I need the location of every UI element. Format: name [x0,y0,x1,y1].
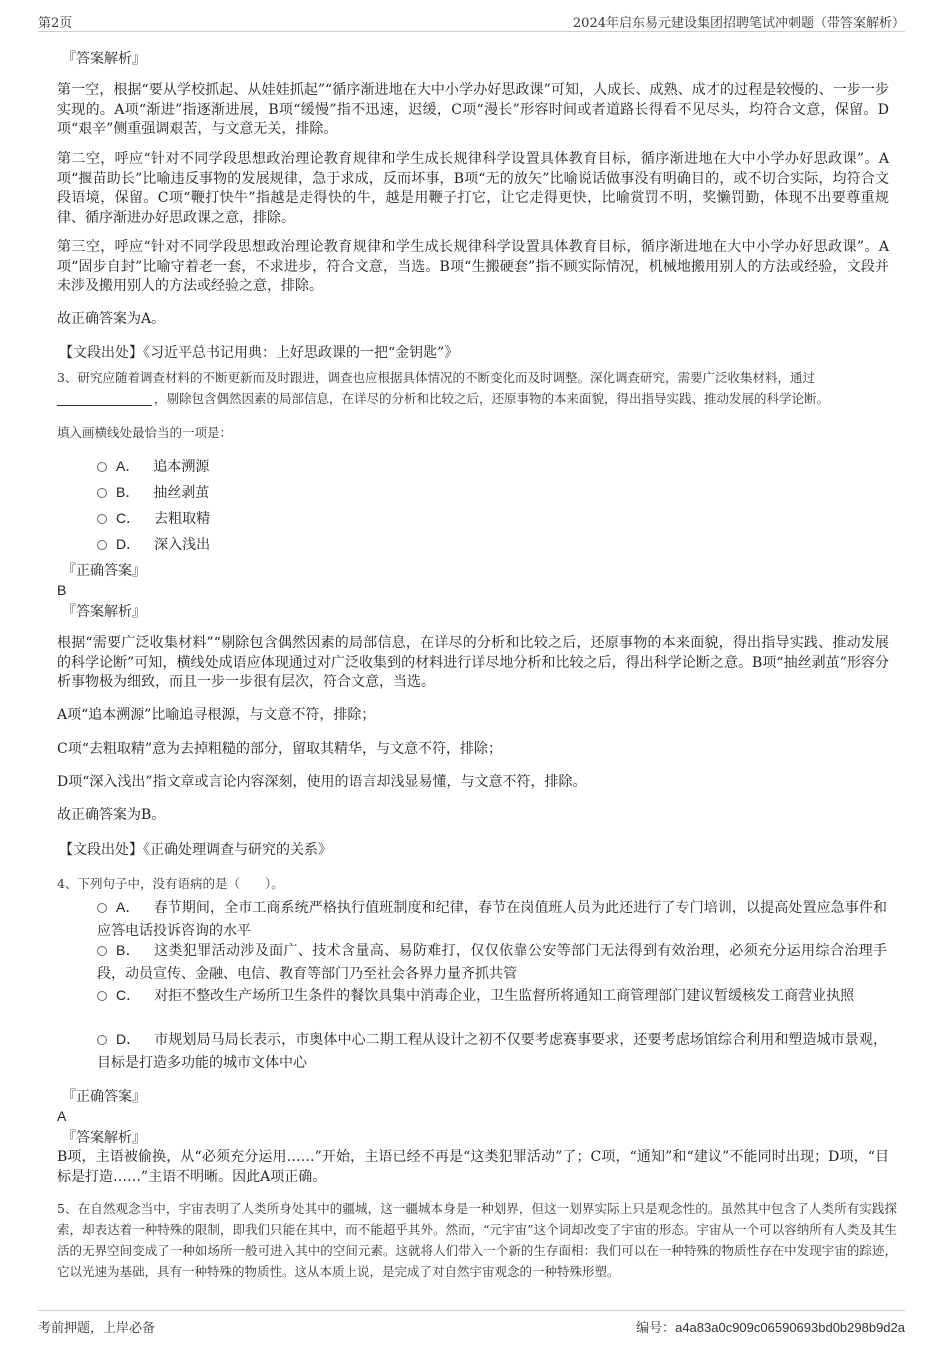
q3-analysis-label: 『答案解析』 [62,604,146,620]
q5-stem: 5、在自然观念当中，宇宙表明了人类所身处其中的疆城，这一疆城本身是一种划界，但这一划界实际上只是观念性的。虽然其中包含了人类所有实践探索，却表达着一种特殊的限制，即我们只能在其中，而不能超乎其外。然而，“元宇宙”这个词却改变了宇宙的形态。宇宙从一个可以容纳所有人类及其生活的无界空间变成了一种如场所一般可进入其中的空间元素。这就将人们带入一个新的生存面相：我们可以在一种特殊的物质性存在中发现宇宙的踪迹，它以光速为基础，具有一种特殊的物质性。这从本质上说，是完成了对自然宇宙观念的一种特殊形塑。 [57,1201,897,1279]
q3-answer-label: 『正确答案』 [62,563,146,579]
q3-stem-a: 研究应随着调查材料的不断更新而及时跟进，调查也应根据具体情况的不断变化而及时调整。深化调查研究，需要广泛收集材料，通过 [77,370,815,385]
document-title: 2024年启东易元建设集团招聘笔试冲刺题（带答案解析） [572,16,905,31]
q4-option-d[interactable]: D． 市规划局马局长表示，市奥体中心二期工程从设计之初不仅要考虑赛事要求，还要考虑场馆综合利用和塑造城市景观，目标是打造多功能的城市文体中心 [97,1031,887,1071]
q3-analysis-p2: A项“追本溯源”比喻追寻根源，与文意不符，排除； [57,707,376,723]
page-header [38,9,905,32]
q2-source: 【文段出处】《习近平总书记用典：上好思政课的一把“金钥匙”》 [59,345,459,361]
footer-slogan: 考前押题，上岸必备 [38,1321,156,1336]
page-number: 第2页 [38,16,73,31]
radio-icon[interactable] [97,488,107,498]
q2-analysis-p2: 第二空，呼应“针对不同学段思想政治理论教育规律和学生成长规律科学设置具体教育目标，循序渐进地在大中小学办好思政课”。A项“揠苗助长”比喻违反事物的发展规律，急于求成，反而坏事，B项“无的放矢”比喻说话做事没有明确目的，或不切合实际，均符合文段语境，保留。C项“鞭打快牛”指越是走得快的牛，越是用鞭子打它，让它走得更快，比喻赏罚不明，奖懒罚勤，体现不出要尊重规律、循序渐进办好思政课之意，排除。 [57,151,889,226]
q3-conclusion: 故正确答案为B。 [57,807,166,823]
radio-icon[interactable] [97,903,107,913]
q3-number: 3、 [57,370,78,385]
q4-answer: A [57,1108,67,1124]
document-code: 编号：a4a83a0c909c06590693bd0b298b9d2a [636,1320,905,1335]
page-footer [38,1310,905,1341]
radio-icon[interactable] [97,540,107,550]
q3-option-a[interactable]: A． 追本溯源 [97,456,209,477]
q3-analysis-p1: 根据“需要广泛收集材料”“剔除包含偶然因素的局部信息，在详尽的分析和比较之后，还原事物的本来面貌，得出指导实践、推动发展的科学论断”可知，横线处成语应体现通过对广泛收集到的材料进行详尽地分析和比较之后，得出科学论断之意。B项“抽丝剥茧”形容分析事物极为细致，而且一步一步很有层次，符合文意，当选。 [57,635,889,690]
q4-stem: 4、下列句子中，没有语病的是（ ）。 [57,876,284,891]
q2-analysis-label: 『答案解析』 [62,51,146,67]
radio-icon[interactable] [97,514,107,524]
q3-prompt: 填入画横线处最恰当的一项是： [57,425,233,440]
q3-option-d[interactable]: D． 深入浅出 [97,534,210,555]
q4-analysis: B项，主语被偷换，从“必须充分运用……”开始，主语已经不再是“这类犯罪活动”了；C项，“通知”和“建议”不能同时出现；D项，“目标是打造……”主语不明晰。因此A项正确。 [57,1149,889,1185]
q3-stem-b: ，剔除包含偶然因素的局部信息，在详尽的分析和比较之后，还原事物的本来面貌，得出指导实践、推动发展的科学论断。 [154,391,830,406]
q3-source: 【文段出处】《正确处理调查与研究的关系》 [59,842,332,858]
q4-option-c[interactable]: C． 对拒不整改生产场所卫生条件的餐饮具集中消毒企业，卫生监督所将通知工商管理部门建议暂缓核发工商营业执照 [97,984,887,1008]
q4-option-b[interactable]: B． 这类犯罪活动涉及面广、技术含量高、易防难打，仅仅依靠公安等部门无法得到有效治理，必须充分运用综合治理手段，动员宣传、金融、电信、教育等部门乃至社会各界力量齐抓共管 [97,942,888,982]
q5-number: 5、 [57,1201,78,1216]
q3-option-c[interactable]: C． 去粗取精 [97,508,210,529]
q3-option-b[interactable]: B． 抽丝剥茧 [97,482,209,503]
q2-analysis-p1: 第一空，根据“要从学校抓起、从娃娃抓起”“循序渐进地在大中小学办好思政课”可知，人成长、成熟、成才的过程是较慢的、一步一步实现的。A项“渐进”指逐渐进展，B项“缓慢”指不迅速，迟缓，C项“漫长”形容时间或者道路长得看不见尽头，均符合文意，保留。D项“艰辛”侧重强调艰苦，与文意无关，排除。 [57,82,889,137]
radio-icon[interactable] [97,946,107,956]
q4-number: 4、 [57,876,78,891]
radio-icon[interactable] [97,462,107,472]
q2-conclusion: 故正确答案为A。 [57,311,166,327]
radio-icon[interactable] [97,1035,107,1045]
fill-blank [57,393,152,406]
radio-icon[interactable] [97,991,107,1001]
q4-analysis-label: 『答案解析』 [62,1130,146,1146]
q3-analysis-p3: C项“去粗取精”意为去掉粗糙的部分，留取其精华，与文意不符，排除； [57,741,503,757]
q3-stem [57,367,897,409]
q4-option-a[interactable]: A． 春节期间，全市工商系统严格执行值班制度和纪律，春节在岗值班人员为此还进行了专门培训，以提高处置应急事件和应答电话投诉咨询的水平 [97,899,888,939]
q4-answer-label: 『正确答案』 [62,1089,146,1105]
q3-answer: B [57,582,67,598]
q2-analysis-p3: 第三空，呼应“针对不同学段思想政治理论教育规律和学生成长规律科学设置具体教育目标，循序渐进地在大中小学办好思政课”。A项“固步自封”比喻守着老一套，不求进步，符合文意，当选。B项“生搬硬套”指不顾实际情况，机械地搬用别人的方法或经验，文段并未涉及搬用别人的方法或经验之意，排除。 [57,239,889,294]
q3-analysis-p4: D项“深入浅出”指文章或言论内容深刻，使用的语言却浅显易懂，与文意不符，排除。 [57,774,587,790]
